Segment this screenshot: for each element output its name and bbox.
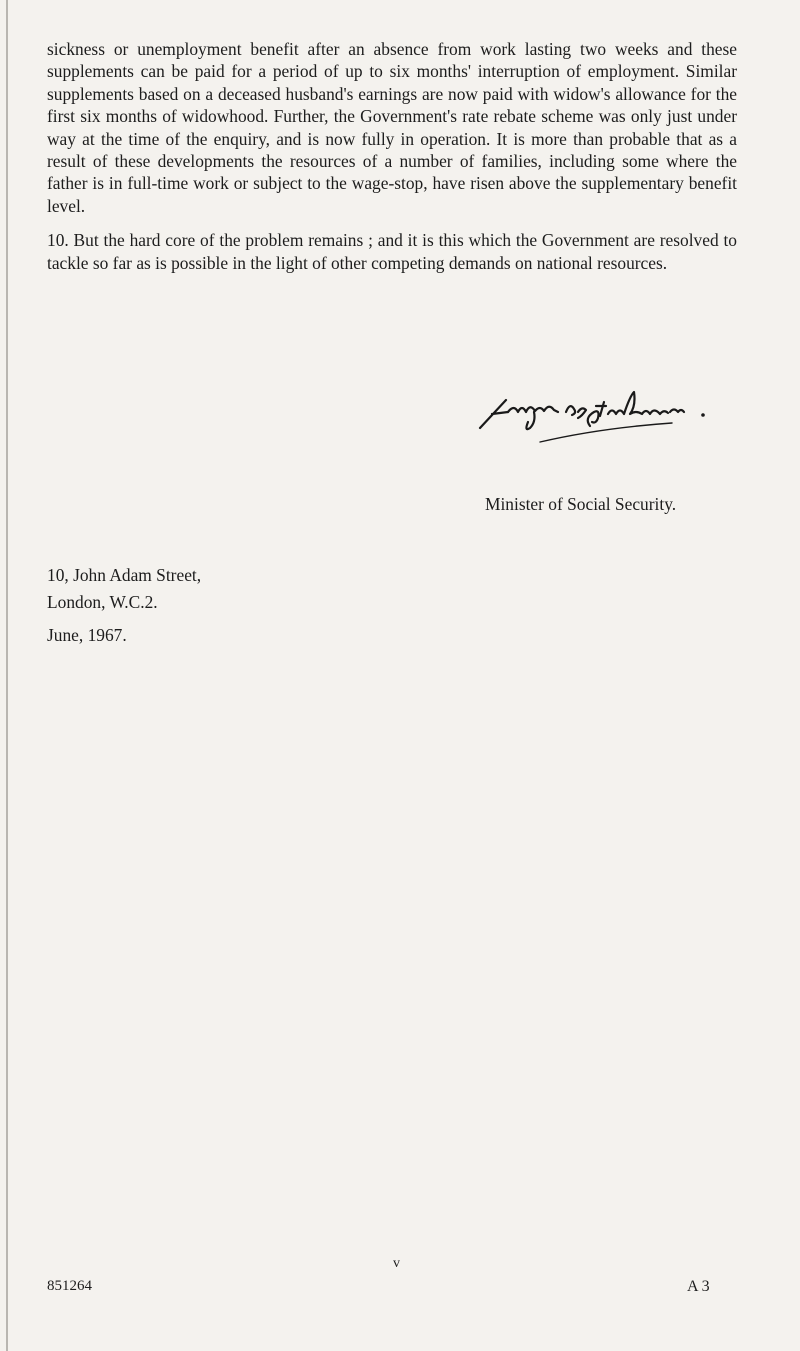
signature-mark: A 3 — [687, 1278, 710, 1295]
signatory-title: Minister of Social Security. — [485, 494, 677, 514]
handwritten-signature — [478, 386, 738, 446]
print-code: 851264 — [47, 1278, 92, 1294]
address-line: London, W.C.2. — [47, 592, 158, 612]
page-number: v — [393, 1256, 400, 1271]
paragraph-continuation: sickness or unemployment benefit after an absence from work lasting two weeks and these supplements can be paid for a period of up to six months' interruption of employment. Similar supplements based on a deceased husband's earnings are now paid with widow's allowance for the first six months of widowhood. Further, the Government's rate rebate scheme was only just under way at the time of the enquiry, and is now fully in operation. It is more than probable that as a result of these developments the resources of a number of families, including some where the father is in full-time work or subject to the wage-stop, have risen above the supplementary benefit level. — [47, 39, 737, 216]
body-text — [47, 38, 737, 286]
page-edge — [6, 0, 8, 1351]
address-block — [47, 562, 201, 616]
address-line: 10, John Adam Street, — [47, 565, 202, 585]
paragraph-10: 10. But the hard core of the problem remains ; and it is this which the Government are resolved to tackle so far as is possible in the light of other competing demands on national resources. — [47, 230, 737, 273]
document-date: June, 1967. — [47, 625, 127, 645]
